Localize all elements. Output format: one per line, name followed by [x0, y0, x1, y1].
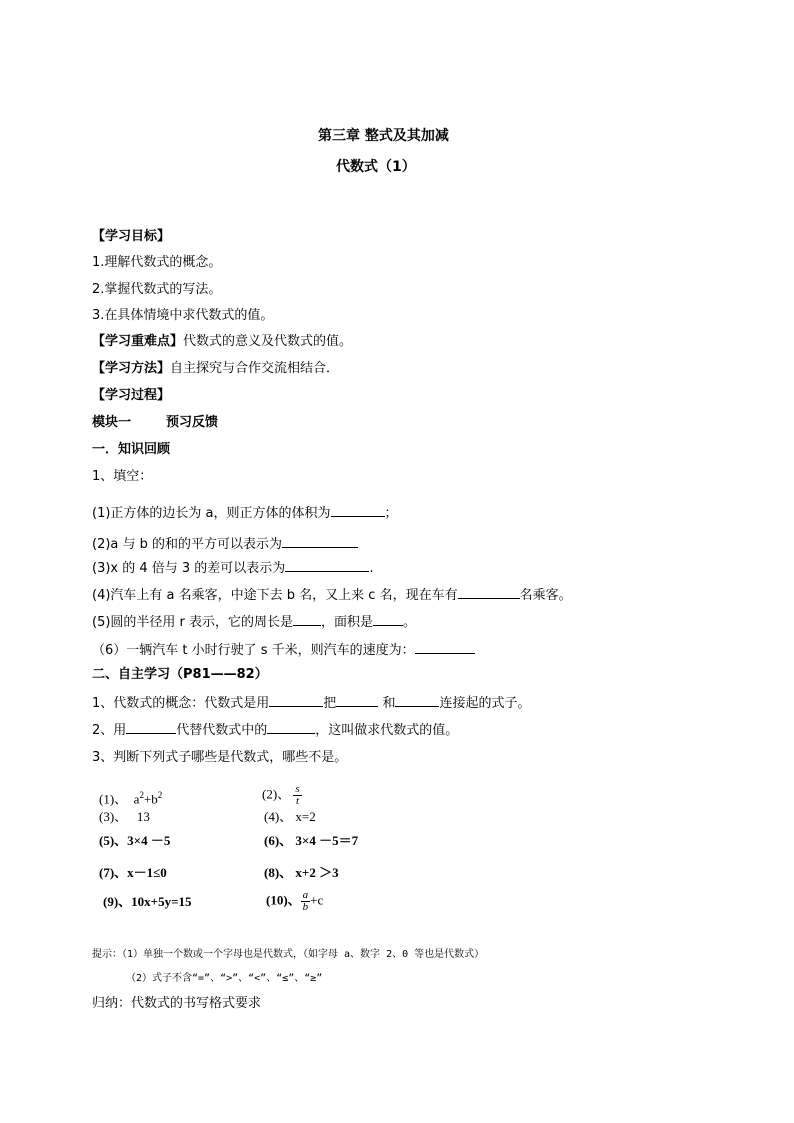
concept-1-mid: 把 — [323, 696, 337, 711]
concept-2-mid: 代替代数式中的 — [176, 723, 268, 738]
question-4-text: (4)汽车上有 a 名乘客，中途下去 b 名，又上来 c 名，现在车有 — [92, 588, 458, 603]
exercise-10-fraction — [301, 890, 311, 913]
answer-blank[interactable] — [458, 585, 520, 599]
question-5-mid: ，面积是 — [321, 615, 374, 630]
key-points-text: 代数式的意义及代数式的值。 — [183, 334, 353, 349]
answer-blank[interactable] — [415, 640, 475, 654]
exercise-2-fraction — [293, 784, 301, 807]
fraction-denominator: t — [296, 795, 300, 807]
question-6-text: （6）一辆汽车 t 小时行驶了 s 千米，则汽车的速度为： — [92, 643, 415, 658]
goal-item: 3.在具体情境中求代数式的值。 — [92, 308, 274, 323]
concept-1-text: 1、代数式的概念：代数式是用 — [92, 696, 270, 711]
answer-blank[interactable] — [282, 534, 358, 548]
question-5 — [92, 612, 416, 632]
exercise-1-label: (1)、 — [99, 791, 128, 807]
question-4 — [92, 585, 572, 605]
concept-3: 3、判断下列式子哪些是代数式，哪些不是。 — [92, 750, 348, 765]
question-3 — [92, 558, 373, 578]
fraction-numerator: s — [295, 783, 300, 795]
summary-text: 归纳：代数式的书写格式要求 — [92, 996, 262, 1011]
exercise-1-exp: 2 — [157, 790, 163, 800]
exercise-6: (6)、 3×4 －5＝7 — [264, 833, 359, 848]
exercise-4-expr: x=2 — [295, 809, 316, 824]
exercise-4 — [264, 808, 316, 826]
fraction-numerator: a — [302, 889, 309, 901]
exercise-3-label: (3)、 — [99, 809, 128, 824]
question-5-end: 。 — [403, 615, 417, 630]
question-2-text: (2)a 与 b 的和的平方可以表示为 — [92, 537, 283, 552]
lesson-title: 代数式（1） — [336, 159, 416, 175]
module-name: 模块一 — [92, 415, 132, 430]
answer-blank[interactable] — [267, 720, 315, 734]
key-points-row — [92, 333, 352, 351]
exercise-8: (8)、 x+2 ＞3 — [264, 865, 339, 880]
concept-1-end: 连接起的式子。 — [439, 696, 531, 711]
hint-1: 提示：（1）单独一个数或一个字母也是代数式，（如字母 a、数字 2、0 等也是代数式） — [92, 949, 485, 960]
exercise-3-expr: 13 — [136, 809, 150, 824]
chapter-title: 第三章 整式及其加减 — [318, 128, 449, 144]
exercise-9: (9)、10x+5y=15 — [103, 894, 192, 909]
review-heading: 一．知识回顾 — [92, 442, 171, 457]
fill-label: 1、填空： — [92, 469, 153, 484]
concept-2 — [92, 720, 458, 740]
exercise-3 — [99, 808, 150, 826]
question-1-end: ； — [384, 506, 398, 521]
exercise-1-a: a — [133, 791, 140, 807]
exercise-10 — [266, 890, 323, 913]
method-text: 自主探究与合作交流相结合． — [170, 361, 340, 376]
answer-blank[interactable] — [395, 693, 439, 707]
self-study-heading: 二、自主学习（P81——82） — [92, 667, 268, 682]
goal-item: 1.理解代数式的概念。 — [92, 255, 222, 270]
exercise-1-plus: +b — [143, 791, 158, 807]
question-1-text: (1)正方体的边长为 a，则正方体的体积为 — [92, 506, 331, 521]
question-3-end: . — [369, 561, 374, 576]
question-3-text: (3)x 的 4 倍与 3 的差可以表示为 — [92, 561, 286, 576]
concept-1 — [92, 693, 530, 713]
hint-2: （2）式子不含“=”、“>”、“<”、“≤”、“≥” — [126, 973, 323, 984]
answer-blank[interactable] — [373, 612, 403, 626]
question-1 — [92, 503, 398, 523]
concept-2-end: ，这叫做求代数式的值。 — [315, 723, 459, 738]
exercise-2 — [262, 784, 302, 807]
method-label: 【学习方法】 — [92, 361, 171, 376]
exercise-5: (5)、3×4 －5 — [99, 833, 171, 848]
module-title: 预习反馈 — [166, 415, 219, 430]
exercise-4-label: (4)、 — [264, 809, 293, 824]
process-label: 【学习过程】 — [92, 388, 171, 403]
answer-blank[interactable] — [126, 720, 176, 734]
answer-blank[interactable] — [293, 612, 321, 626]
goal-item: 2.掌握代数式的写法。 — [92, 282, 222, 297]
exercise-7: (7)、x－1≤0 — [99, 865, 167, 880]
answer-blank[interactable] — [331, 503, 385, 517]
exercise-2-label: (2)、 — [262, 786, 291, 802]
answer-blank[interactable] — [269, 693, 323, 707]
answer-blank[interactable] — [336, 693, 378, 707]
method-row — [92, 360, 339, 378]
concept-1-and: 和 — [382, 696, 396, 711]
question-4-end: 名乘客。 — [519, 588, 572, 603]
exercise-10-label: (10)、 — [266, 892, 301, 908]
answer-blank[interactable] — [285, 558, 369, 572]
exercise-1-exp: 2 — [139, 790, 144, 800]
fraction-denominator: b — [302, 901, 309, 913]
question-5-text: (5)圆的半径用 r 表示，它的周长是 — [92, 615, 294, 630]
concept-2-text: 2、用 — [92, 723, 127, 738]
question-2 — [92, 534, 358, 554]
exercise-10-tail: +c — [310, 892, 324, 908]
key-points-label: 【学习重难点】 — [92, 334, 184, 349]
goals-label: 【学习目标】 — [92, 229, 171, 244]
exercise-1 — [99, 786, 162, 808]
question-6 — [92, 640, 475, 660]
